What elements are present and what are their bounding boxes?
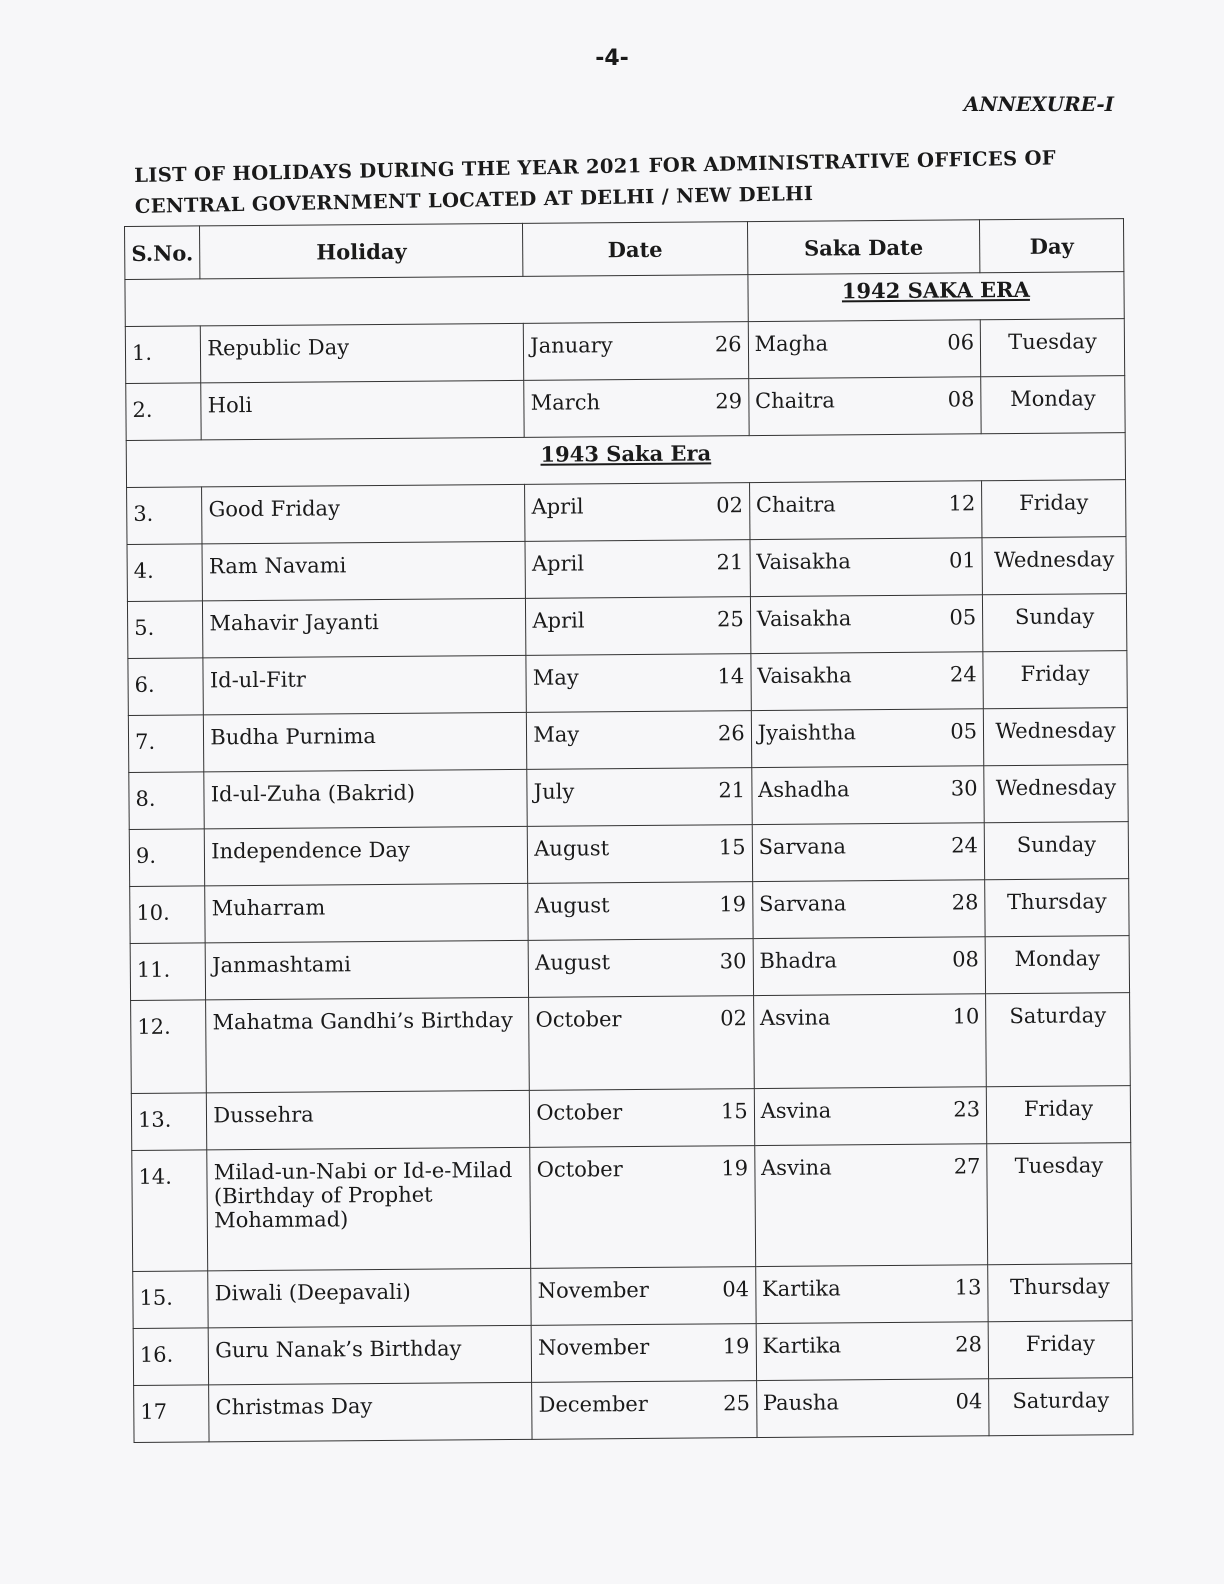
cell-sno: 1. [125, 326, 201, 384]
date-day-number: 25 [723, 1391, 751, 1416]
cell-holiday: Republic Day [201, 323, 524, 383]
cell-date [530, 1146, 755, 1269]
cell-sno: 9. [129, 829, 205, 887]
cell-day: Saturday [986, 993, 1131, 1087]
date-month: November [537, 1277, 649, 1303]
saka-day-number: 06 [947, 330, 975, 355]
cell-saka-date [756, 1322, 989, 1381]
era-row [126, 433, 1125, 488]
cell-sno: 4. [127, 544, 203, 602]
date-month: January [530, 333, 613, 358]
cell-holiday: Good Friday [202, 484, 525, 544]
table-row [125, 319, 1124, 384]
saka-month: Sarvana [758, 834, 847, 860]
cell-date [532, 1381, 757, 1440]
cell-sno: 10. [130, 886, 206, 944]
date-month: March [530, 390, 601, 415]
cell-day: Sunday [983, 594, 1127, 652]
cell-date [531, 1267, 756, 1326]
cell-day: Tuesday [987, 1143, 1132, 1265]
cell-holiday: Milad-un-Nabi or Id-e-Milad (Birthday of Prophet Mohammad) [207, 1147, 531, 1271]
saka-month: Vaisakha [756, 549, 851, 575]
cell-sno: 12. [131, 1000, 207, 1094]
saka-month: Kartika [761, 1276, 841, 1302]
date-month: October [535, 1007, 622, 1032]
holiday-table [124, 218, 1134, 1443]
date-day-number: 21 [716, 550, 744, 575]
date-month: May [533, 722, 580, 747]
saka-day-number: 28 [951, 890, 979, 915]
cell-holiday: Id-ul-Zuha (Bakrid) [204, 769, 527, 829]
era-spacer [125, 275, 748, 327]
saka-day-number: 05 [949, 605, 977, 630]
saka-day-number: 23 [953, 1097, 981, 1122]
cell-holiday: Id-ul-Fitr [203, 655, 526, 715]
saka-month: Asvina [760, 1155, 832, 1181]
cell-saka-date [755, 1265, 988, 1324]
cell-holiday: Mahavir Jayanti [203, 598, 526, 658]
date-day-number: 26 [717, 721, 745, 746]
cell-day: Thursday [988, 1264, 1132, 1322]
cell-saka-date [752, 823, 985, 882]
date-month: December [538, 1391, 648, 1417]
cell-date [524, 379, 749, 438]
saka-day-number: 30 [950, 776, 978, 801]
saka-day-number: 24 [949, 662, 977, 687]
table-row [129, 822, 1128, 887]
cell-sno: 6. [128, 658, 204, 716]
cell-date [525, 540, 750, 599]
document-title: LIST OF HOLIDAYS DURING THE YEAR 2021 FOR ADMINISTRATIVE OFFICES OF CENTRAL GOVERNMENT LOCATED AT DELHI / NEW DELHI [134, 146, 1057, 218]
saka-day-number: 04 [955, 1389, 983, 1414]
cell-saka-date [753, 937, 986, 996]
date-day-number: 26 [714, 332, 742, 357]
date-day-number: 02 [716, 493, 743, 518]
cell-saka-date [748, 320, 981, 379]
saka-day-number: 27 [953, 1154, 981, 1179]
saka-month: Vaisakha [757, 663, 852, 689]
table-row [130, 879, 1129, 944]
cell-saka-date [753, 994, 986, 1089]
cell-saka-date [751, 709, 984, 768]
cell-saka-date [750, 538, 983, 597]
table-row [134, 1378, 1133, 1443]
cell-day: Monday [985, 936, 1129, 994]
saka-day-number: 24 [951, 833, 979, 858]
cell-saka-date [750, 595, 983, 654]
page-number: -4- [595, 46, 629, 71]
saka-month: Ashadha [758, 777, 850, 803]
cell-day: Friday [988, 1321, 1132, 1379]
saka-day-number: 01 [948, 548, 976, 573]
cell-date [530, 1089, 755, 1148]
cell-day: Wednesday [984, 765, 1128, 823]
saka-day-number: 28 [955, 1332, 982, 1357]
date-day-number: 21 [718, 778, 746, 803]
era-row [125, 272, 1124, 327]
cell-saka-date [751, 766, 984, 825]
cell-saka-date [756, 1379, 989, 1438]
cell-saka-date [749, 481, 982, 540]
table-header-row [125, 219, 1124, 280]
saka-month: Bhadra [759, 948, 838, 974]
cell-saka-date [754, 1144, 987, 1267]
header-sno: S.No. [125, 226, 201, 280]
cell-sno: 17 [134, 1385, 210, 1443]
cell-date [529, 996, 754, 1091]
saka-day-number: 12 [948, 491, 976, 516]
saka-month: Pausha [762, 1390, 840, 1416]
saka-month: Chaitra [754, 388, 835, 414]
date-day-number: 19 [721, 1156, 749, 1181]
date-month: November [538, 1334, 650, 1360]
cell-day: Saturday [989, 1378, 1133, 1436]
cell-holiday: Budha Purnima [204, 712, 527, 772]
saka-month: Asvina [759, 1005, 831, 1031]
cell-day: Wednesday [983, 708, 1127, 766]
holiday-table-wrapper [124, 218, 1134, 1443]
saka-month: Asvina [760, 1098, 832, 1124]
cell-holiday: Ram Navami [202, 541, 525, 601]
table-row [127, 537, 1126, 602]
date-day-number: 02 [720, 1006, 748, 1031]
cell-holiday: Diwali (Deepavali) [208, 1268, 531, 1328]
cell-sno: 13. [131, 1093, 207, 1151]
table-row [133, 1264, 1132, 1329]
saka-month: Sarvana [758, 891, 847, 917]
date-day-number: 15 [720, 1099, 748, 1124]
cell-holiday: Muharram [205, 883, 528, 943]
date-day-number: 19 [719, 892, 747, 917]
header-day: Day [980, 219, 1124, 273]
cell-date [526, 654, 751, 713]
saka-day-number: 10 [952, 1004, 980, 1029]
cell-date [525, 483, 750, 542]
cell-sno: 11. [130, 943, 206, 1001]
date-month: August [534, 836, 610, 861]
date-month: April [532, 608, 585, 633]
date-day-number: 29 [715, 389, 743, 414]
date-month: May [532, 665, 579, 690]
cell-day: Friday [983, 651, 1127, 709]
cell-date [531, 1324, 756, 1383]
saka-day-number: 08 [947, 387, 975, 412]
table-row [131, 993, 1131, 1094]
cell-day: Wednesday [982, 537, 1126, 595]
cell-day: Tuesday [980, 319, 1124, 377]
cell-holiday: Independence Day [205, 826, 528, 886]
date-month: October [536, 1100, 623, 1125]
table-row [127, 594, 1126, 659]
table-body [125, 272, 1133, 1443]
date-month: April [531, 494, 584, 519]
cell-holiday: Dussehra [207, 1090, 530, 1150]
annexure-label: ANNEXURE-I [963, 92, 1114, 116]
saka-day-number: 05 [950, 719, 978, 744]
cell-day: Friday [986, 1086, 1130, 1144]
header-holiday: Holiday [200, 223, 523, 279]
cell-sno: 3. [127, 487, 203, 545]
saka-month: Magha [754, 331, 829, 357]
cell-holiday: Janmashtami [205, 940, 528, 1000]
saka-month: Jyaishtha [757, 720, 857, 746]
date-day-number: 15 [718, 835, 746, 860]
saka-month: Vaisakha [756, 606, 852, 632]
cell-holiday: Guru Nanak’s Birthday [208, 1325, 531, 1385]
cell-date [528, 939, 753, 998]
date-day-number: 25 [716, 607, 744, 632]
date-day-number: 14 [717, 664, 745, 689]
cell-date [527, 711, 752, 770]
saka-month: Kartika [762, 1333, 842, 1359]
saka-day-number: 08 [952, 947, 979, 972]
date-month: October [536, 1157, 623, 1182]
era-label: 1943 Saka Era [126, 433, 1125, 488]
date-month: August [534, 893, 610, 918]
cell-holiday: Mahatma Gandhi’s Birthday [206, 997, 530, 1093]
cell-holiday: Christmas Day [209, 1382, 532, 1442]
date-day-number: 19 [722, 1334, 750, 1359]
cell-sno: 16. [133, 1328, 209, 1386]
table-row [126, 376, 1125, 441]
date-day-number: 30 [719, 949, 747, 974]
date-month: August [535, 950, 611, 975]
date-month: April [531, 551, 585, 576]
cell-date [527, 768, 752, 827]
table-row [128, 708, 1127, 773]
cell-day: Thursday [985, 879, 1129, 937]
table-row [127, 480, 1126, 545]
cell-day: Monday [981, 376, 1125, 434]
cell-saka-date [754, 1087, 987, 1146]
cell-saka-date [751, 652, 984, 711]
cell-sno: 14. [132, 1150, 208, 1272]
saka-month: Chaitra [755, 492, 836, 518]
header-date: Date [523, 222, 748, 277]
cell-sno: 8. [129, 772, 205, 830]
table-row [129, 765, 1128, 830]
cell-date [528, 825, 753, 884]
era-label: 1942 SAKA ERA [748, 272, 1125, 322]
date-day-number: 04 [722, 1277, 750, 1302]
cell-date [526, 597, 751, 656]
cell-holiday: Holi [201, 380, 524, 440]
cell-sno: 2. [126, 383, 202, 441]
cell-sno: 7. [128, 715, 204, 773]
header-saka-date: Saka Date [747, 220, 980, 275]
cell-day: Sunday [984, 822, 1128, 880]
cell-saka-date [752, 880, 985, 939]
cell-sno: 15. [133, 1271, 209, 1329]
cell-date [524, 322, 749, 381]
cell-day: Friday [982, 480, 1126, 538]
table-row [130, 936, 1129, 1001]
table-row [128, 651, 1127, 716]
cell-date [528, 882, 753, 941]
table-row [133, 1321, 1132, 1386]
table-row [132, 1143, 1132, 1272]
table-row [131, 1086, 1130, 1151]
cell-sno: 5. [127, 601, 203, 659]
saka-day-number: 13 [954, 1275, 982, 1300]
date-month: July [533, 779, 575, 804]
cell-saka-date [748, 377, 981, 436]
